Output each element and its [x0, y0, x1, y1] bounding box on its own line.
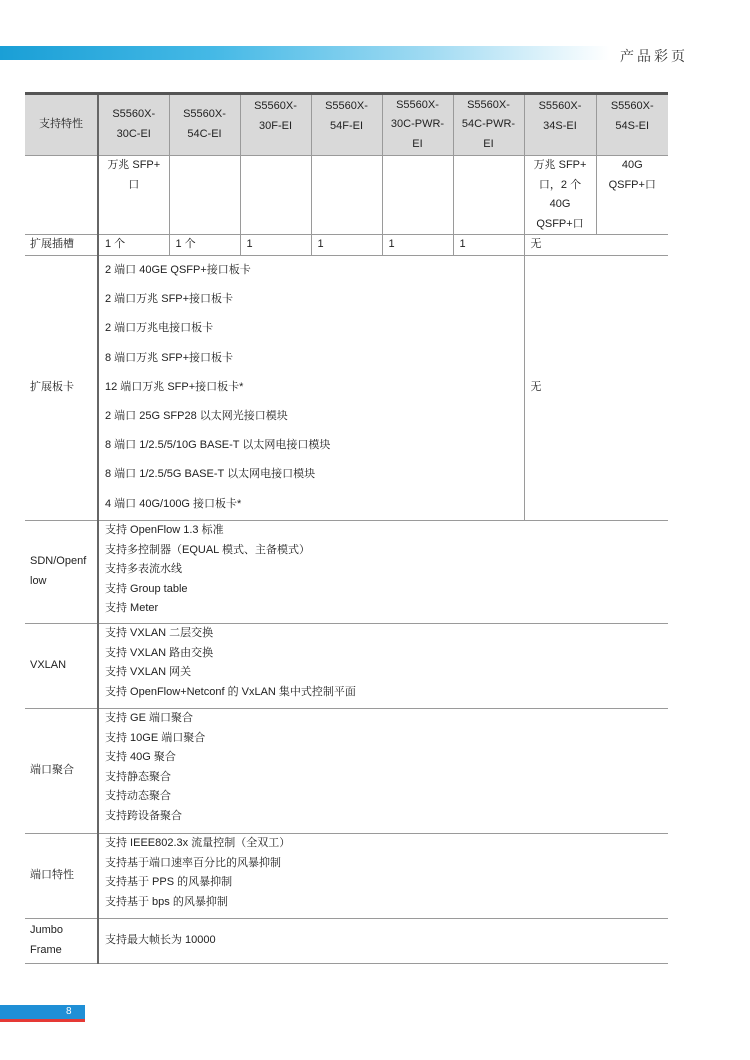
- model-header: S5560X- 34S-EI: [524, 94, 596, 156]
- slot-value: 1: [311, 235, 382, 256]
- ports-cell: [453, 156, 524, 235]
- ports-cell: 40G QSFP+口: [596, 156, 668, 235]
- list-item: 支持 VXLAN 网关: [105, 666, 192, 679]
- aggregation-row: [25, 708, 668, 833]
- list-item: 8 端口万兆 SFP+接口板卡: [105, 351, 234, 364]
- list-item: 支持多控制器（EQUAL 模式、主备模式）: [105, 543, 310, 556]
- model-header: S5560X- 54S-EI: [596, 94, 668, 156]
- slot-value: 1: [240, 235, 311, 256]
- model-header: S5560X- 30C-PWR- EI: [382, 94, 453, 156]
- list-item: 2 端口万兆电接口板卡: [105, 322, 214, 335]
- slot-value: 无: [524, 235, 668, 256]
- list-item: 支持多表流水线: [105, 563, 182, 576]
- cards-none: 无: [524, 255, 668, 520]
- list-item: 支持基于 bps 的风暴抑制: [105, 895, 228, 908]
- slot-row: [25, 235, 668, 256]
- list-item: 2 端口 25G SFP28 以太网光接口模块: [105, 409, 288, 422]
- list-item: 支持 GE 端口聚合: [105, 711, 194, 724]
- list-item: 支持 OpenFlow 1.3 标准: [105, 523, 224, 536]
- ports-label: [25, 156, 98, 235]
- ports-cell: [169, 156, 240, 235]
- model-header: S5560X- 30C-EI: [98, 94, 169, 156]
- list-item: 支持 10GE 端口聚合: [105, 731, 206, 744]
- ports-cell: [240, 156, 311, 235]
- sdn-row: [25, 520, 668, 623]
- jumbo-value: 支持最大帧长为 10000: [98, 918, 668, 963]
- jumbo-label: Jumbo Frame: [25, 918, 98, 963]
- list-item: 支持 40G 聚合: [105, 751, 176, 764]
- vxlan-label: VXLAN: [25, 623, 98, 708]
- feature-header: 支持特性: [25, 94, 98, 156]
- port-features-label: 端口特性: [25, 833, 98, 918]
- list-item: 支持 OpenFlow+Netconf 的 VxLAN 集中式控制平面: [105, 685, 356, 698]
- model-header: S5560X- 30F-EI: [240, 94, 311, 156]
- list-item: 支持静态聚合: [105, 770, 171, 783]
- aggregation-label: 端口聚合: [25, 708, 98, 833]
- list-item: 支持基于端口速率百分比的风暴抑制: [105, 856, 281, 869]
- header-gradient-bar: [0, 46, 610, 60]
- port-features: [98, 833, 668, 918]
- model-header: S5560X- 54C-EI: [169, 94, 240, 156]
- aggregation-features: [98, 708, 668, 833]
- ports-row: [25, 156, 668, 235]
- jumbo-row: [25, 918, 668, 963]
- vxlan-row: [25, 623, 668, 708]
- section-title: 产品彩页: [620, 48, 688, 64]
- list-item: 2 端口万兆 SFP+接口板卡: [105, 293, 234, 306]
- list-item: 12 端口万兆 SFP+接口板卡*: [105, 380, 244, 393]
- slot-label: 扩展插槽: [25, 235, 98, 256]
- slot-value: 1 个: [98, 235, 169, 256]
- list-item: 支持 Meter: [105, 602, 159, 615]
- page-number-badge: [0, 1005, 85, 1022]
- list-item: 支持 VXLAN 二层交换: [105, 626, 214, 639]
- page-number: 8: [66, 1006, 72, 1017]
- model-header: S5560X- 54C-PWR- EI: [453, 94, 524, 156]
- ports-cell: [382, 156, 453, 235]
- list-item: 支持基于 PPS 的风暴抑制: [105, 876, 233, 889]
- list-item: 支持 IEEE802.3x 流量控制（全双工）: [105, 836, 291, 849]
- slot-value: 1: [382, 235, 453, 256]
- port-features-row: [25, 833, 668, 918]
- model-header: S5560X- 54F-EI: [311, 94, 382, 156]
- cards-list: [98, 255, 524, 520]
- list-item: 4 端口 40G/100G 接口板卡*: [105, 497, 242, 510]
- slot-value: 1 个: [169, 235, 240, 256]
- cards-row: [25, 255, 668, 520]
- list-item: 8 端口 1/2.5/5G BASE-T 以太网电接口模块: [105, 468, 316, 481]
- ports-cell: 万兆 SFP+ 口: [98, 156, 169, 235]
- list-item: 支持 Group table: [105, 582, 188, 595]
- list-item: 8 端口 1/2.5/5/10G BASE-T 以太网电接口模块: [105, 439, 331, 452]
- list-item: 2 端口 40GE QSFP+接口板卡: [105, 263, 251, 276]
- cards-label: 扩展板卡: [25, 255, 98, 520]
- list-item: 支持动态聚合: [105, 790, 171, 803]
- slot-value: 1: [453, 235, 524, 256]
- vxlan-features: [98, 623, 668, 708]
- sdn-label: SDN/Openf low: [25, 520, 98, 623]
- list-item: 支持跨设备聚合: [105, 809, 182, 822]
- sdn-features: [98, 520, 668, 623]
- table-header-row: [25, 94, 668, 156]
- ports-cell: 万兆 SFP+ 口，2 个 40G QSFP+口: [524, 156, 596, 235]
- ports-cell: [311, 156, 382, 235]
- spec-table: [25, 92, 668, 964]
- list-item: 支持 VXLAN 路由交换: [105, 646, 214, 659]
